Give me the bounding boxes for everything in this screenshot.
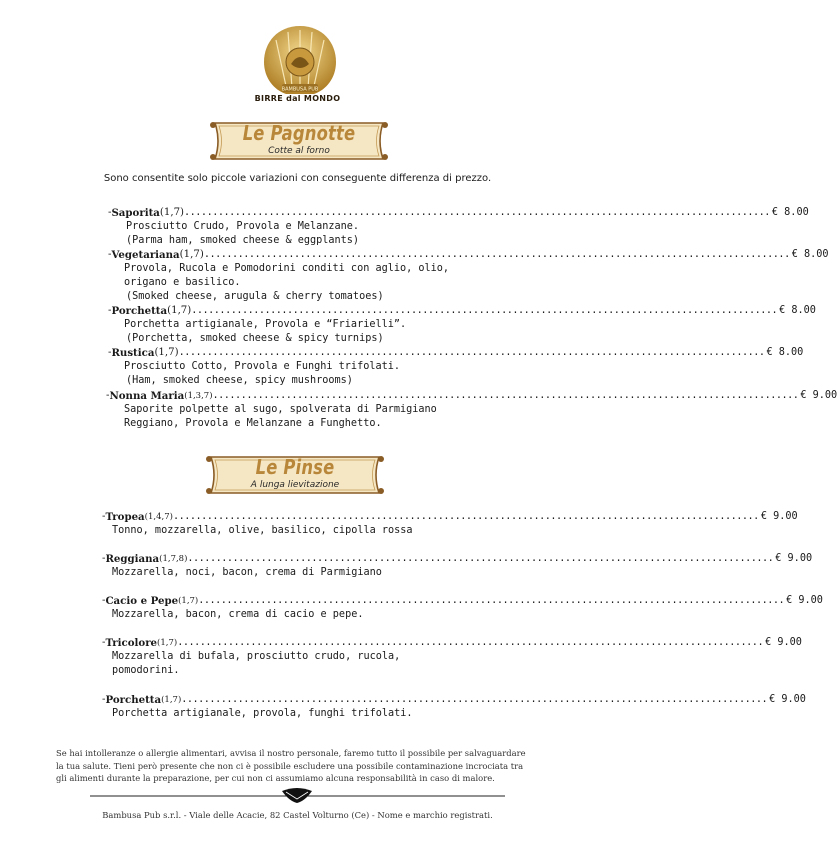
item-translation: (Ham, smoked cheese, spicy mushrooms) xyxy=(126,375,353,386)
item-description: Mozzarella di bufala, prosciutto crudo, rucola, xyxy=(112,651,401,662)
item-price: € 9.00 xyxy=(800,390,837,401)
menu-item: - Nonna Maria (1,3,7) ........................................................................................................ € 9.00 Saporite polpette al sugo, spolverata di Parmigiano Reggiano, Provola e Melanzane a Funghetto. xyxy=(106,390,837,429)
item-description: Porchetta artigianale, provola, funghi trifolati. xyxy=(112,708,413,719)
menu-item: - Rustica (1,7) ........................................................................................................ € 8.00 Prosciutto Cotto, Provola e Funghi trifolati. (Ham, smoked cheese, spicy mushrooms) xyxy=(108,347,804,386)
item-translation: (Smoked cheese, arugula & cherry tomatoes) xyxy=(126,291,384,302)
item-allergens: (1,7) xyxy=(179,249,204,260)
item-description: Porchetta artigianale, Provola e “Friarielli”. xyxy=(124,319,407,330)
item-allergens: (1,7) xyxy=(154,347,179,358)
item-allergens: (1,7) xyxy=(167,305,192,316)
item-price: € 8.00 xyxy=(766,347,804,358)
item-translation: (Parma ham, smoked cheese & eggplants) xyxy=(126,235,360,246)
menu-item: - Tricolore (1,7) ........................................................................................................ € 9.00 Mozzarella di bufala, prosciutto crudo, rucola, pomodorini. xyxy=(102,637,802,676)
item-allergens: (1,3,7) xyxy=(184,391,213,401)
item-price: € 8.00 xyxy=(791,249,829,260)
item-description: Prosciutto Crudo, Provola e Melanzane. xyxy=(126,221,360,232)
menu-item: - Tropea (1,4,7) ........................................................................................................ € 9.00 Tonno, mozzarella, olive, basilico, cipolla rossa xyxy=(102,511,798,536)
item-allergens: (1,7) xyxy=(161,695,182,705)
brand-name: BIRRE dal MONDO xyxy=(254,94,341,103)
item-price: € 9.00 xyxy=(765,637,802,648)
section-banner-pinse xyxy=(201,451,389,499)
item-description: Mozzarella, bacon, crema di cacio e pepe. xyxy=(112,609,364,620)
section-subtitle: A lunga lievitazione xyxy=(250,480,340,490)
item-allergens: (1,7) xyxy=(178,596,199,606)
item-price: € 9.00 xyxy=(775,553,813,564)
item-price: € 9.00 xyxy=(786,595,823,606)
item-name: Tropea xyxy=(105,511,145,523)
item-name: Vegetariana xyxy=(111,249,180,261)
variation-note: Sono consentite solo piccole variazioni con conseguente differenza di prezzo. xyxy=(103,173,492,184)
item-description: Mozzarella, noci, bacon, crema di Parmigiano xyxy=(112,567,382,578)
menu-item: - Cacio e Pepe (1,7) ........................................................................................................ € 9.00 Mozzarella, bacon, crema di cacio e pepe. xyxy=(102,595,823,620)
item-name: Porchetta xyxy=(105,694,162,706)
item-allergens: (1,4,7) xyxy=(144,512,173,522)
item-description: pomodorini. xyxy=(112,665,180,676)
item-name: Nonna Maria xyxy=(109,390,185,402)
item-name: Saporita xyxy=(111,207,160,219)
item-allergens: (1,7) xyxy=(157,638,178,648)
item-allergens: (1,7,8) xyxy=(159,554,188,564)
item-name: Cacio e Pepe xyxy=(105,595,179,607)
footer-address: Bambusa Pub s.r.l. - Viale delle Acacie, 82 Castel Volturno (Ce) - Nome e marchio registrati. xyxy=(102,810,493,820)
item-description: Provola, Rucola e Pomodorini conditi con aglio, olio, xyxy=(124,263,450,274)
section-title: Le Pagnotte xyxy=(242,121,356,145)
section-title: Le Pinse xyxy=(255,455,335,479)
item-allergens: (1,7) xyxy=(159,207,185,218)
item-description: origano e basilico. xyxy=(124,277,241,288)
item-price: € 8.00 xyxy=(779,305,816,316)
item-price: € 8.00 xyxy=(771,207,809,218)
item-description: Tonno, mozzarella, olive, basilico, cipolla rossa xyxy=(112,525,413,536)
item-name: Reggiana xyxy=(105,553,160,565)
menu-item: - Reggiana (1,7,8) ........................................................................................................ € 9.00 Mozzarella, noci, bacon, crema di Parmigiano xyxy=(102,553,813,578)
item-name: Tricolore xyxy=(105,637,158,649)
logo-text: BAMBUSA PUB xyxy=(281,86,319,93)
item-translation: (Porchetta, smoked cheese & spicy turnips) xyxy=(126,333,384,344)
item-price: € 9.00 xyxy=(769,694,806,705)
section-banner-pagnotte xyxy=(205,117,393,165)
allergy-disclaimer: Se hai intolleranze o allergie alimentari, avvisa il nostro personale, faremo tutto il possibile per salvaguardare la tua salute. Tieni però presente che non ci è possibile escludere una possibile contaminazione incrociata tra gli alimenti durante la preparazione, per cui non ci assumiamo alcuna responsabilità in caso di malore. xyxy=(56,748,526,784)
item-name: Rustica xyxy=(111,347,155,359)
item-description: Reggiano, Provola e Melanzane a Funghetto. xyxy=(124,418,382,429)
item-description: Saporite polpette al sugo, spolverata di Parmigiano xyxy=(124,404,437,415)
section-subtitle: Cotte al forno xyxy=(268,146,330,156)
item-name: Porchetta xyxy=(111,305,168,317)
menu-item: - Porchetta (1,7) ........................................................................................................ € 9.00 Porchetta artigianale, provola, funghi trifolati. xyxy=(102,694,806,719)
item-description: Prosciutto Cotto, Provola e Funghi trifolati. xyxy=(124,361,401,372)
menu-item: - Saporita (1,7) ........................................................................................................ € 8.00 Prosciutto Crudo, Provola e Melanzane. (Parma ham, smoked cheese & eggplants) xyxy=(108,207,809,246)
item-price: € 9.00 xyxy=(760,511,798,522)
menu-item: - Vegetariana (1,7) ........................................................................................................ € 8.00 Provola, Rucola e Pomodorini conditi con aglio, olio, origano e basilico. (Smoked cheese, arugula & cherry tomatoes) xyxy=(108,249,829,302)
menu-item: - Porchetta (1,7) ........................................................................................................ € 8.00 Porchetta artigianale, Provola e “Friarielli”. (Porchetta, smoked cheese & spicy turnips) xyxy=(108,305,816,344)
ornament-divider xyxy=(0,787,595,805)
